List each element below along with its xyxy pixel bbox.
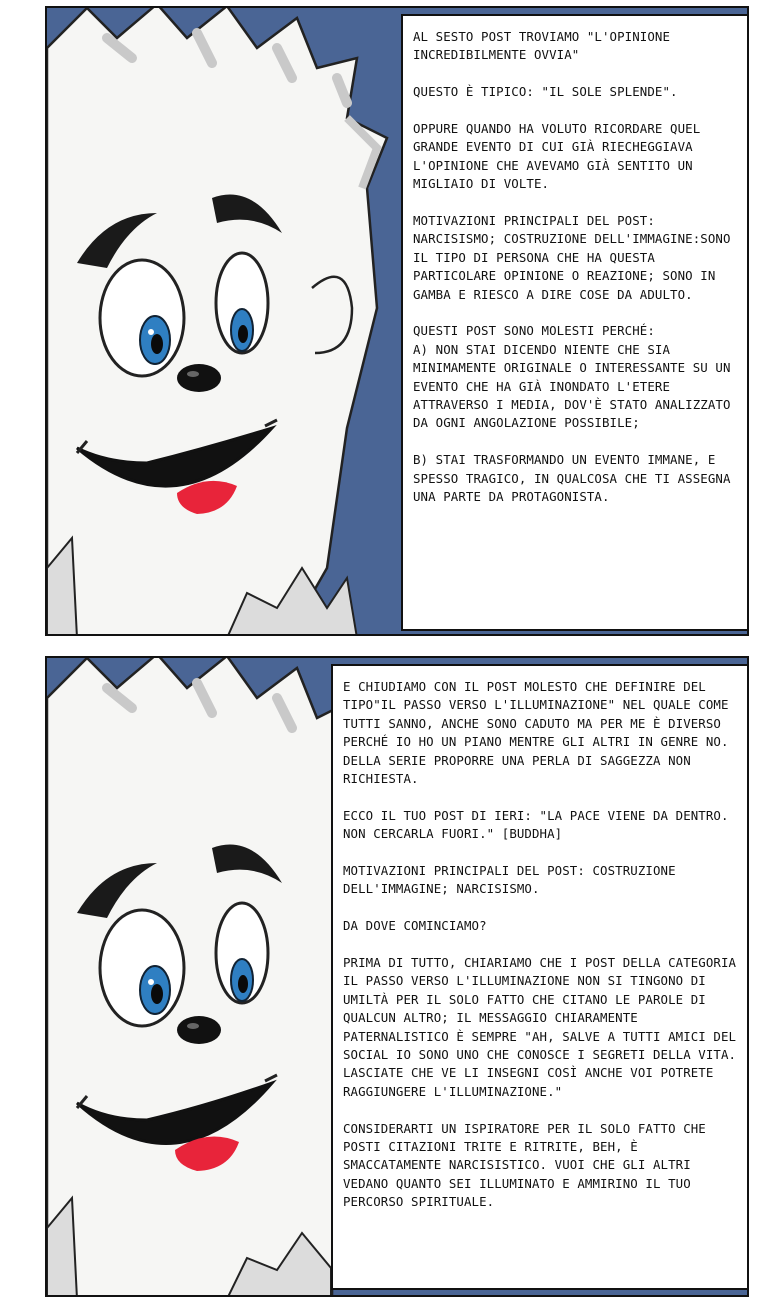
caption-paragraph: MOTIVAZIONI PRINCIPALI DEL POST: NARCISISMO; COSTRUZIONE DELL'IMMAGINE:SONO IL TIPO DI PERSONA CHE HA QUESTA PARTICOLARE OPINIONE O REAZIONE; SONO IN GAMBA E RIESCO A DIRE COSE DA ADULTO. bbox=[413, 213, 731, 302]
caption-paragraph: AL SESTO POST TROVIAMO "L'OPINIONE INCREDIBILMENTE OVVIA" bbox=[413, 29, 671, 63]
comic-panel-1 bbox=[45, 6, 749, 636]
caption-paragraph: ECCO IL TUO POST DI IERI: "LA PACE VIENE DA DENTRO. NON CERCARLA FUORI." [BUDDHA] bbox=[343, 807, 729, 842]
caption-box bbox=[331, 664, 749, 1290]
caption-paragraph: PRIMA DI TUTTO, CHIARIAMO CHE I POST DELLA CATEGORIA IL PASSO VERSO L'ILLUMINAZIONE NON SI TINGONO DI UMILTÀ PER IL SOLO FATTO CHE CITANO LE PAROLE DI QUALCUN ALTRO; IL MESSAGGIO CHIARAMENTE PATERNALISTICO È SEMPRE "AH, SALVE A TUTTI AMICI DEL SOCIAL IO SONO UNO CHE CONOSCE I SEGRETI DELLA VITA. LASCIATE CHE VE LI INSEGNI COSÌ ANCHE VOI POTRETE RAGGIUNGERE L'ILLUMINAZIONE." bbox=[343, 955, 737, 1099]
caption-paragraph: DA DOVE COMINCIAMO? bbox=[343, 918, 487, 934]
caption-box bbox=[401, 14, 749, 631]
caption-paragraph: E CHIUDIAMO CON IL POST MOLESTO CHE DEFINIRE DEL TIPO"IL PASSO VERSO L'ILLUMINAZIONE" NEL QUALE COME TUTTI SANNO, ANCHE SONO CADUTO MA PER ME È DIVERSO PERCHÉ IO HO UN PIANO MENTRE GLI ALTRI IN GENRE NO. DELLA SERIE PROPORRE UNA PERLA DI SAGGEZZA NON RICHIESTA. bbox=[343, 679, 729, 787]
caption-paragraph: QUESTI POST SONO MOLESTI PERCHÉ: A) NON STAI DICENDO NIENTE CHE SIA MINIMAMENTE ORIGINALE O INTERESSANTE SU UN EVENTO CHE HA GIÀ INONDATO L'ETERE ATTRAVERSO I MEDIA, DOV'È STATO ANALIZZATO DA OGNI ANGOLAZIONE POSSIBILE; bbox=[413, 323, 731, 431]
caption-paragraph: B) STAI TRASFORMANDO UN EVENTO IMMANE, E SPESSO TRAGICO, IN QUALCOSA CHE TI ASSEGNA UNA PARTE DA PROTAGONISTA. bbox=[413, 452, 731, 505]
caption-paragraph: MOTIVAZIONI PRINCIPALI DEL POST: COSTRUZIONE DELL'IMMAGINE; NARCISISMO. bbox=[343, 863, 676, 897]
comic-panel-2 bbox=[45, 656, 749, 1297]
caption-paragraph: OPPURE QUANDO HA VOLUTO RICORDARE QUEL GRANDE EVENTO DI CUI GIÀ RIECHEGGIAVA L'OPINIONE CHE AVEVAMO GIÀ SENTITO UN MIGLIAIO DI VOLTE. bbox=[413, 121, 701, 192]
caption-paragraph: QUESTO È TIPICO: "IL SOLE SPLENDE". bbox=[413, 84, 678, 100]
caption-paragraph: CONSIDERARTI UN ISPIRATORE PER IL SOLO FATTO CHE POSTI CITAZIONI TRITE E RITRITE, BEH, È SMACCATAMENTE NARCISISTICO. VUOI CHE GLI ALTRI VEDANO QUANTO SEI ILLUMINATO E AMMIRINO IL TUO PERCORSO SPIRITUALE. bbox=[343, 1120, 706, 1210]
